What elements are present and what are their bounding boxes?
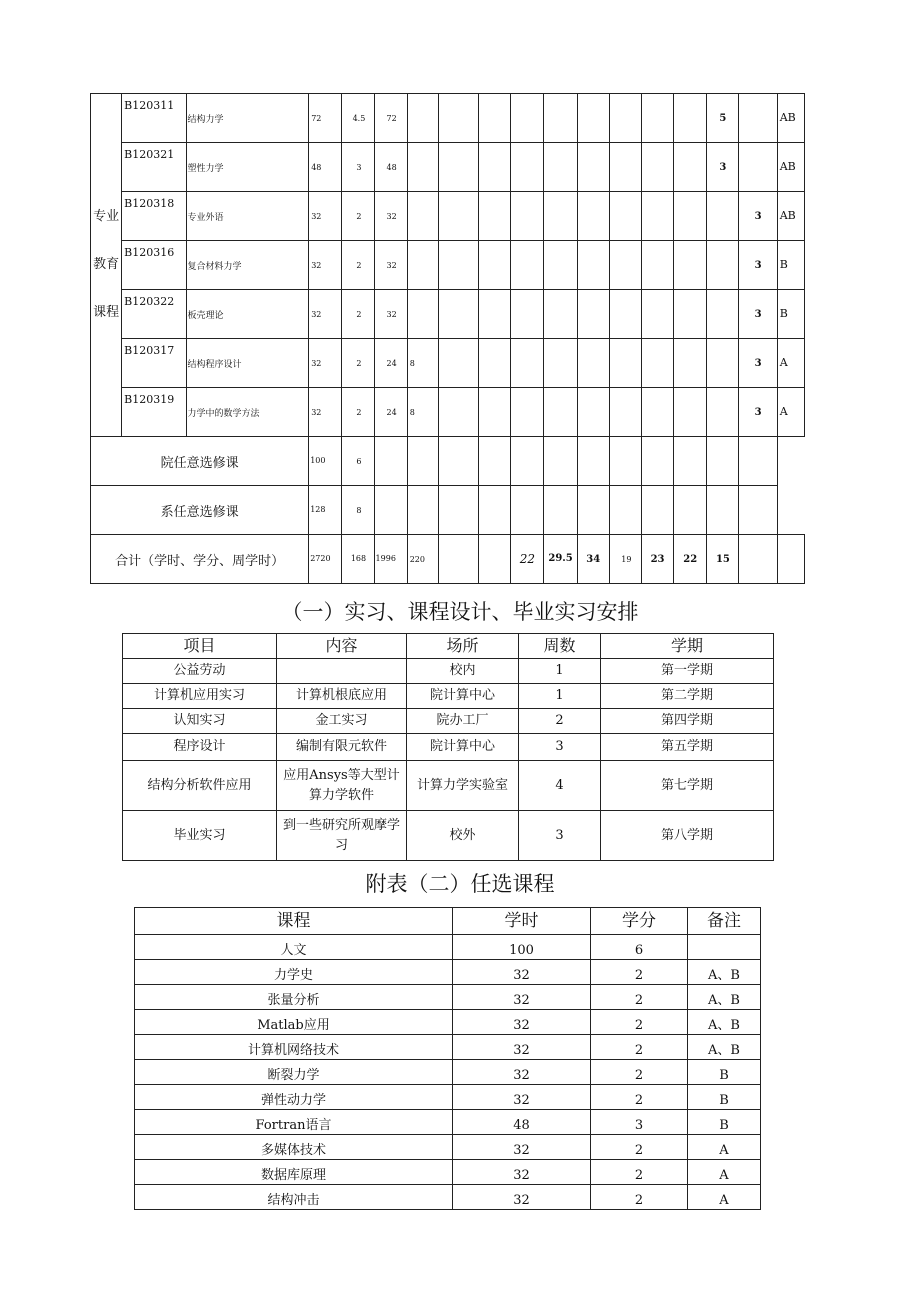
elective-course: 力学史: [135, 960, 453, 985]
course-hours: 48: [309, 143, 342, 192]
course-code: B120322: [122, 290, 186, 339]
course-lab-hours: [407, 143, 438, 192]
category-label: 专业教育课程: [91, 94, 122, 437]
empty-cell: [544, 388, 577, 437]
empty-cell: [544, 486, 577, 535]
practice-content: 编制有限元软件: [277, 734, 407, 761]
course-hours: 32: [309, 241, 342, 290]
elective-row: [135, 1035, 761, 1060]
practice-row: [123, 684, 774, 709]
total-lecture: 1996: [374, 535, 407, 584]
elective-row: [135, 1160, 761, 1185]
elective-hours: 48: [453, 1110, 591, 1135]
course-code: B120317: [122, 339, 186, 388]
practice-term: 第八学期: [601, 811, 774, 861]
empty-cell: [641, 192, 673, 241]
elective-remark: A: [688, 1185, 761, 1210]
empty-cell: [544, 192, 577, 241]
empty-cell: [674, 437, 707, 486]
elective-hours: 32: [453, 1185, 591, 1210]
empty-cell: [511, 290, 544, 339]
empty-cell: [707, 437, 739, 486]
empty-cell: [609, 192, 641, 241]
practice-content: 到一些研究所观摩学习: [277, 811, 407, 861]
elective-credits: 2: [591, 1010, 688, 1035]
elective-course: 多媒体技术: [135, 1135, 453, 1160]
elective-hours: 32: [453, 985, 591, 1010]
practice-weeks: 1: [519, 659, 601, 684]
practice-weeks: 2: [519, 709, 601, 734]
empty-cell: [479, 94, 511, 143]
course-weekly-hours: 5: [707, 94, 739, 143]
elective-course: Matlab应用: [135, 1010, 453, 1035]
course-row: [91, 388, 805, 437]
empty-cell: [641, 241, 673, 290]
empty-cell: [777, 535, 804, 584]
empty-cell: [707, 192, 739, 241]
empty-cell: [609, 339, 641, 388]
empty-cell: [511, 143, 544, 192]
course-lab-hours: 8: [407, 388, 438, 437]
empty-cell: [609, 241, 641, 290]
course-name: 塑性力学: [186, 143, 309, 192]
empty-cell: [707, 486, 739, 535]
practice-place: 校内: [407, 659, 519, 684]
elective-credits: 2: [591, 985, 688, 1010]
elective-hours: 32: [453, 960, 591, 985]
course-remark: B: [777, 241, 804, 290]
elective-hours: 32: [453, 1135, 591, 1160]
practice-place: 校外: [407, 811, 519, 861]
course-code: B120316: [122, 241, 186, 290]
elective-hours: 32: [453, 1010, 591, 1035]
elective-hours: 32: [453, 1085, 591, 1110]
practice-place: 计算力学实验室: [407, 761, 519, 811]
empty-cell: [438, 192, 478, 241]
total-credits: 168: [342, 535, 374, 584]
elective-row: [135, 935, 761, 960]
practice-weeks: 1: [519, 684, 601, 709]
empty-cell: [577, 339, 609, 388]
elective-hours: 100: [453, 935, 591, 960]
elective-credits: 2: [591, 960, 688, 985]
total-week-5: 19: [609, 535, 641, 584]
empty-cell: [479, 192, 511, 241]
empty-cell: [511, 192, 544, 241]
course-lecture-hours: 24: [374, 388, 407, 437]
header-weeks: 周数: [519, 634, 601, 659]
practice-row: [123, 659, 774, 684]
elective-course: 数据库原理: [135, 1160, 453, 1185]
elective-row: [135, 1135, 761, 1160]
elective-remark: B: [688, 1060, 761, 1085]
empty-cell: [674, 192, 707, 241]
course-credits: 2: [342, 339, 374, 388]
empty-cell: [407, 486, 438, 535]
empty-cell: [641, 290, 673, 339]
elective-label: 院任意选修课: [91, 437, 309, 486]
header-place: 场所: [407, 634, 519, 659]
elective-row: [135, 1060, 761, 1085]
course-lab-hours: 8: [407, 339, 438, 388]
practice-row: [123, 734, 774, 761]
empty-cell: [438, 94, 478, 143]
course-remark: B: [777, 290, 804, 339]
elective-remark: A、B: [688, 985, 761, 1010]
practice-term: 第二学期: [601, 684, 774, 709]
course-lecture-hours: 48: [374, 143, 407, 192]
empty-cell: [511, 94, 544, 143]
elective-credits: 2: [591, 1185, 688, 1210]
empty-cell: [374, 437, 407, 486]
elective-row: [135, 1110, 761, 1135]
empty-cell: [739, 437, 777, 486]
practice-term: 第七学期: [601, 761, 774, 811]
practice-content: [277, 659, 407, 684]
empty-cell: [707, 339, 739, 388]
course-credits: 2: [342, 290, 374, 339]
empty-cell: [479, 339, 511, 388]
empty-cell: [674, 290, 707, 339]
elective-hours: 32: [453, 1160, 591, 1185]
total-week-6: 23: [641, 535, 673, 584]
empty-cell: [609, 94, 641, 143]
elective-section-title: 附表（二）任选课程: [365, 872, 555, 896]
course-credits: 2: [342, 192, 374, 241]
practice-section-title: （一）实习、课程设计、毕业实习安排: [281, 600, 639, 624]
elective-course: 人文: [135, 935, 453, 960]
practice-row: [123, 761, 774, 811]
practice-content: 计算机根底应用: [277, 684, 407, 709]
empty-cell: [739, 94, 777, 143]
dept-elective-row: [91, 486, 805, 535]
elective-credits: 2: [591, 1160, 688, 1185]
elective-credits: 2: [591, 1085, 688, 1110]
header-term: 学期: [601, 634, 774, 659]
course-lecture-hours: 72: [374, 94, 407, 143]
header-course: 课程: [135, 908, 453, 935]
elective-label: 系任意选修课: [91, 486, 309, 535]
total-week-7: 22: [674, 535, 707, 584]
elective-remark: A: [688, 1160, 761, 1185]
total-row: [91, 535, 805, 584]
course-weekly-hours: 3: [707, 143, 739, 192]
course-row: [91, 192, 805, 241]
empty-cell: [438, 143, 478, 192]
empty-cell: [544, 437, 577, 486]
course-weekly-hours: 3: [739, 339, 777, 388]
empty-cell: [438, 339, 478, 388]
total-label: 合计（学时、学分、周学时）: [91, 535, 309, 584]
empty-cell: [609, 143, 641, 192]
practice-item: 计算机应用实习: [123, 684, 277, 709]
practice-content: 金工实习: [277, 709, 407, 734]
empty-cell: [511, 486, 544, 535]
elective-credits: 6: [591, 935, 688, 960]
empty-cell: [438, 437, 478, 486]
empty-cell: [479, 535, 511, 584]
practice-place: 院办工厂: [407, 709, 519, 734]
empty-cell: [674, 339, 707, 388]
elective-remark: [688, 935, 761, 960]
empty-cell: [479, 388, 511, 437]
empty-cell: [577, 437, 609, 486]
course-lab-hours: [407, 192, 438, 241]
total-week-4: 34: [577, 535, 609, 584]
elective-header-row: [135, 908, 761, 935]
empty-cell: [641, 486, 673, 535]
elective-row: [135, 960, 761, 985]
empty-cell: [609, 486, 641, 535]
total-lab: 220: [407, 535, 438, 584]
empty-cell: [674, 94, 707, 143]
elective-remark: B: [688, 1110, 761, 1135]
empty-cell: [674, 486, 707, 535]
elective-remark: B: [688, 1085, 761, 1110]
empty-cell: [577, 486, 609, 535]
course-weekly-hours: 3: [739, 241, 777, 290]
course-hours: 32: [309, 192, 342, 241]
elective-credits: 2: [591, 1060, 688, 1085]
practice-item: 毕业实习: [123, 811, 277, 861]
practice-item: 结构分析软件应用: [123, 761, 277, 811]
course-credits: 3: [342, 143, 374, 192]
course-code: B120318: [122, 192, 186, 241]
empty-cell: [641, 339, 673, 388]
elective-remark: A、B: [688, 1010, 761, 1035]
practice-row: [123, 709, 774, 734]
elective-row: [135, 1185, 761, 1210]
empty-cell: [544, 290, 577, 339]
empty-cell: [438, 535, 478, 584]
empty-cell: [641, 94, 673, 143]
empty-cell: [707, 290, 739, 339]
empty-cell: [438, 290, 478, 339]
practice-table: [122, 633, 774, 861]
empty-cell: [739, 143, 777, 192]
empty-cell: [641, 143, 673, 192]
empty-cell: [479, 486, 511, 535]
empty-cell: [641, 437, 673, 486]
course-name: 板壳理论: [186, 290, 309, 339]
course-name: 结构程序设计: [186, 339, 309, 388]
course-hours: 32: [309, 290, 342, 339]
course-row: [91, 143, 805, 192]
practice-item: 认知实习: [123, 709, 277, 734]
header-hours: 学时: [453, 908, 591, 935]
course-credits: 4.5: [342, 94, 374, 143]
course-lecture-hours: 24: [374, 339, 407, 388]
empty-cell: [739, 486, 777, 535]
empty-cell: [511, 437, 544, 486]
elective-credits: 2: [591, 1035, 688, 1060]
empty-cell: [544, 94, 577, 143]
course-row: [91, 94, 805, 143]
empty-cell: [707, 388, 739, 437]
empty-cell: [511, 241, 544, 290]
course-remark: A: [777, 388, 804, 437]
elective-table: [134, 907, 761, 1210]
course-row: [91, 339, 805, 388]
course-remark: AB: [777, 94, 804, 143]
elective-course: 断裂力学: [135, 1060, 453, 1085]
course-name: 力学中的数学方法: [186, 388, 309, 437]
elective-credits: 8: [342, 486, 374, 535]
elective-row: [135, 1010, 761, 1035]
course-name: 复合材料力学: [186, 241, 309, 290]
total-week-8: 15: [707, 535, 739, 584]
practice-weeks: 4: [519, 761, 601, 811]
empty-cell: [438, 241, 478, 290]
empty-cell: [479, 437, 511, 486]
practice-row: [123, 811, 774, 861]
empty-cell: [438, 388, 478, 437]
empty-cell: [577, 290, 609, 339]
course-lecture-hours: 32: [374, 241, 407, 290]
empty-cell: [674, 388, 707, 437]
empty-cell: [641, 388, 673, 437]
course-remark: AB: [777, 143, 804, 192]
course-row: [91, 241, 805, 290]
course-hours: 72: [309, 94, 342, 143]
elective-hours: 100: [309, 437, 342, 486]
elective-course: 弹性动力学: [135, 1085, 453, 1110]
practice-place: 院计算中心: [407, 734, 519, 761]
empty-cell: [674, 143, 707, 192]
empty-cell: [609, 388, 641, 437]
elective-row: [135, 985, 761, 1010]
practice-item: 程序设计: [123, 734, 277, 761]
empty-cell: [511, 339, 544, 388]
practice-place: 院计算中心: [407, 684, 519, 709]
practice-term: 第四学期: [601, 709, 774, 734]
course-lab-hours: [407, 290, 438, 339]
practice-header-row: [123, 634, 774, 659]
practice-weeks: 3: [519, 811, 601, 861]
course-hours: 32: [309, 339, 342, 388]
elective-hours: 128: [309, 486, 342, 535]
course-credits: 2: [342, 241, 374, 290]
practice-term: 第五学期: [601, 734, 774, 761]
course-name: 专业外语: [186, 192, 309, 241]
empty-cell: [674, 241, 707, 290]
elective-credits: 3: [591, 1110, 688, 1135]
empty-cell: [577, 241, 609, 290]
elective-course: 结构冲击: [135, 1185, 453, 1210]
practice-term: 第一学期: [601, 659, 774, 684]
elective-hours: 32: [453, 1060, 591, 1085]
course-code: B120311: [122, 94, 186, 143]
empty-cell: [374, 486, 407, 535]
total-week-3: 29.5: [544, 535, 577, 584]
header-item: 项目: [123, 634, 277, 659]
course-remark: A: [777, 339, 804, 388]
practice-weeks: 3: [519, 734, 601, 761]
header-credits: 学分: [591, 908, 688, 935]
elective-remark: A、B: [688, 1035, 761, 1060]
course-lecture-hours: 32: [374, 192, 407, 241]
elective-course: 计算机网络技术: [135, 1035, 453, 1060]
empty-cell: [544, 241, 577, 290]
practice-item: 公益劳动: [123, 659, 277, 684]
total-week-2: 22: [511, 535, 544, 584]
header-remark: 备注: [688, 908, 761, 935]
total-hours: 2720: [309, 535, 342, 584]
course-remark: AB: [777, 192, 804, 241]
course-plan-table: [90, 93, 805, 584]
empty-cell: [609, 437, 641, 486]
elective-hours: 32: [453, 1035, 591, 1060]
course-lecture-hours: 32: [374, 290, 407, 339]
course-lab-hours: [407, 94, 438, 143]
elective-course: Fortran语言: [135, 1110, 453, 1135]
course-lab-hours: [407, 241, 438, 290]
empty-cell: [577, 388, 609, 437]
course-credits: 2: [342, 388, 374, 437]
elective-credits: 6: [342, 437, 374, 486]
elective-remark: A: [688, 1135, 761, 1160]
empty-cell: [739, 535, 777, 584]
empty-cell: [438, 486, 478, 535]
empty-cell: [479, 143, 511, 192]
empty-cell: [407, 437, 438, 486]
practice-content: 应用Ansys等大型计算力学软件: [277, 761, 407, 811]
course-weekly-hours: 3: [739, 192, 777, 241]
elective-remark: A、B: [688, 960, 761, 985]
header-content: 内容: [277, 634, 407, 659]
empty-cell: [479, 241, 511, 290]
empty-cell: [577, 94, 609, 143]
elective-row: [135, 1085, 761, 1110]
empty-cell: [511, 388, 544, 437]
course-row: [91, 290, 805, 339]
college-elective-row: [91, 437, 805, 486]
course-weekly-hours: 3: [739, 388, 777, 437]
course-hours: 32: [309, 388, 342, 437]
course-name: 结构力学: [186, 94, 309, 143]
elective-course: 张量分析: [135, 985, 453, 1010]
course-code: B120319: [122, 388, 186, 437]
empty-cell: [577, 143, 609, 192]
elective-credits: 2: [591, 1135, 688, 1160]
course-weekly-hours: 3: [739, 290, 777, 339]
empty-cell: [479, 290, 511, 339]
empty-cell: [544, 143, 577, 192]
empty-cell: [577, 192, 609, 241]
empty-cell: [707, 241, 739, 290]
course-code: B120321: [122, 143, 186, 192]
empty-cell: [609, 290, 641, 339]
empty-cell: [544, 339, 577, 388]
